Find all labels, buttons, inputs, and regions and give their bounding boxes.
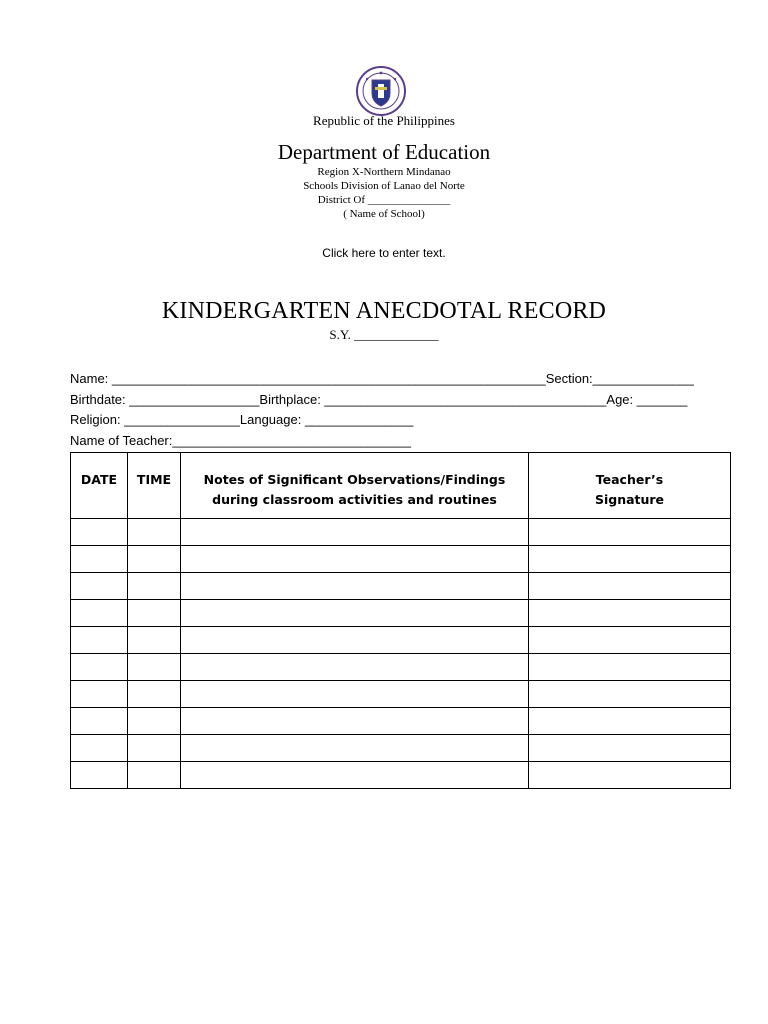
signature-cell[interactable] [529, 654, 731, 681]
republic-label: Republic of the Philippines [313, 113, 455, 128]
time-cell[interactable] [128, 681, 181, 708]
teacher-name-field: Name of Teacher:_________________________________ [70, 433, 411, 448]
time-cell[interactable] [128, 519, 181, 546]
date-cell[interactable] [71, 708, 128, 735]
time-cell[interactable] [128, 546, 181, 573]
time-cell[interactable] [128, 762, 181, 789]
date-cell[interactable] [71, 735, 128, 762]
table-row [71, 681, 731, 708]
record-table-body [71, 519, 731, 789]
time-cell[interactable] [128, 708, 181, 735]
notes-header-line2: during classroom activities and routines [212, 492, 497, 507]
anecdotal-record-table [70, 452, 731, 789]
time-cell[interactable] [128, 600, 181, 627]
time-column-header: TIME [128, 453, 181, 519]
notes-column-header [181, 453, 529, 519]
signature-header-line1: Teacher’s [595, 472, 664, 487]
date-cell[interactable] [71, 546, 128, 573]
birth-info-field: Birthdate: __________________Birthplace: _______________________________________Age: _______ [70, 392, 688, 407]
school-year-field: S.Y. _____________ [329, 327, 439, 342]
table-row [71, 654, 731, 681]
time-cell[interactable] [128, 627, 181, 654]
date-column-header: DATE [71, 453, 128, 519]
notes-cell[interactable] [181, 600, 529, 627]
table-row [71, 546, 731, 573]
table-row [71, 735, 731, 762]
school-name-label: ( Name of School) [343, 208, 425, 220]
time-cell[interactable] [128, 654, 181, 681]
table-row [71, 519, 731, 546]
date-cell[interactable] [71, 681, 128, 708]
notes-cell[interactable] [181, 519, 529, 546]
enter-text-placeholder[interactable]: Click here to enter text. [322, 246, 446, 260]
signature-cell[interactable] [529, 546, 731, 573]
signature-column-header [529, 453, 731, 519]
name-section-field: Name: ____________________________________________________________Section:______________ [70, 371, 694, 386]
notes-cell[interactable] [181, 654, 529, 681]
page-title: KINDERGARTEN ANECDOTAL RECORD [161, 298, 607, 324]
date-cell[interactable] [71, 573, 128, 600]
signature-cell[interactable] [529, 519, 731, 546]
table-row [71, 762, 731, 789]
signature-cell[interactable] [529, 735, 731, 762]
notes-header-line1: Notes of Significant Observations/Findings [203, 472, 506, 487]
table-row [71, 708, 731, 735]
signature-cell[interactable] [529, 708, 731, 735]
division-label: Schools Division of Lanao del Norte [303, 180, 465, 192]
religion-language-field: Religion: ________________Language: _______________ [70, 412, 414, 427]
notes-cell[interactable] [181, 708, 529, 735]
region-label: Region X-Northern Mindanao [317, 166, 451, 178]
signature-cell[interactable] [529, 573, 731, 600]
notes-cell[interactable] [181, 735, 529, 762]
table-row [71, 573, 731, 600]
time-cell[interactable] [128, 573, 181, 600]
deped-seal-logo [352, 65, 410, 117]
date-cell[interactable] [71, 762, 128, 789]
notes-cell[interactable] [181, 762, 529, 789]
district-label: District Of _______________ [317, 194, 451, 206]
signature-header-line2: Signature [594, 492, 665, 507]
date-cell[interactable] [71, 600, 128, 627]
notes-cell[interactable] [181, 546, 529, 573]
table-row [71, 627, 731, 654]
department-title: Department of Education [277, 140, 491, 164]
date-cell[interactable] [71, 654, 128, 681]
table-row [71, 600, 731, 627]
notes-cell[interactable] [181, 681, 529, 708]
table-header-row [71, 453, 731, 519]
date-cell[interactable] [71, 519, 128, 546]
signature-cell[interactable] [529, 600, 731, 627]
notes-cell[interactable] [181, 573, 529, 600]
date-cell[interactable] [71, 627, 128, 654]
signature-cell[interactable] [529, 627, 731, 654]
notes-cell[interactable] [181, 627, 529, 654]
signature-cell[interactable] [529, 681, 731, 708]
time-cell[interactable] [128, 735, 181, 762]
signature-cell[interactable] [529, 762, 731, 789]
